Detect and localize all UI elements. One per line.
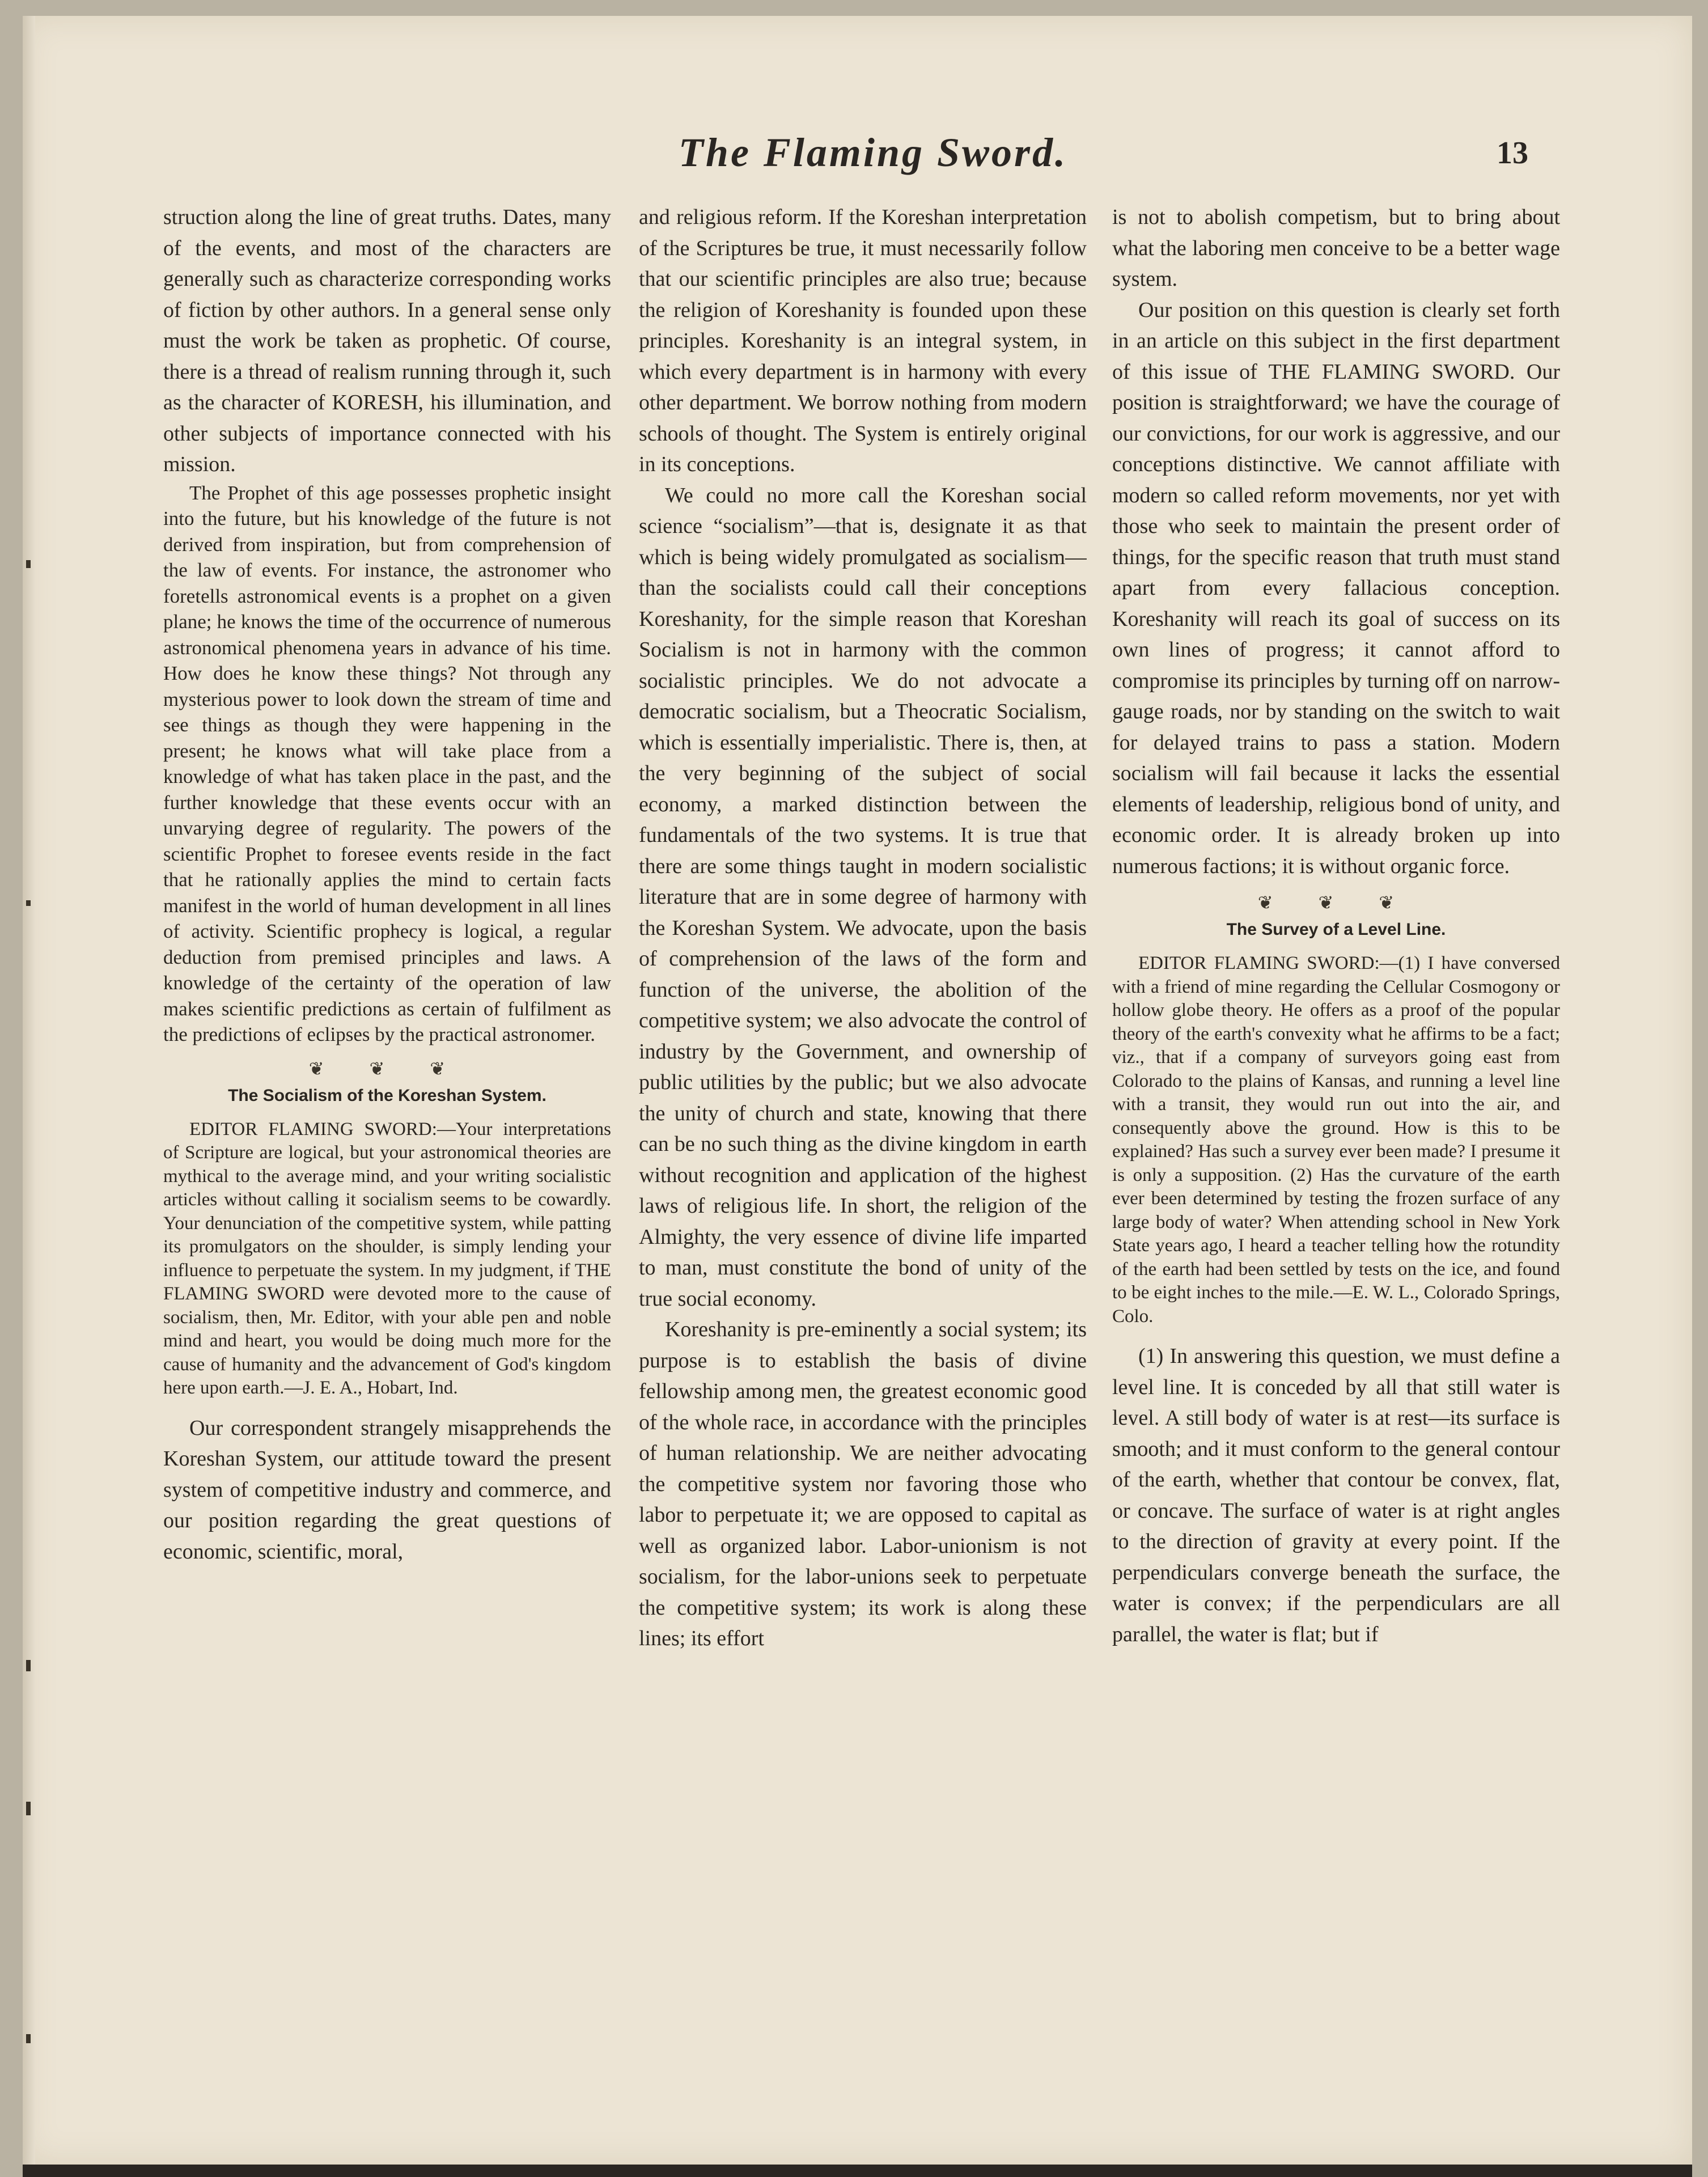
column-2 bbox=[639, 202, 1087, 2073]
ornament-divider: ❦ ❦ ❦ bbox=[308, 1058, 466, 1079]
paragraph: Our correspondent strangely misapprehends the Koreshan System, our attitude toward the present system of competitive industry and commerce, and our position regarding the great questions of economic, scientific, moral, bbox=[163, 1416, 611, 1564]
column-1 bbox=[163, 202, 611, 2073]
article-heading: The Survey of a Level Line. bbox=[1226, 920, 1446, 939]
binding-mark bbox=[26, 1660, 31, 1671]
paragraph: struction along the line of great truths. Dates, many of the events, and most of the characters are generally such as characterize corresponding works of fiction by other authors. In a general sense only must the work be taken as prophetic. Of course, there is a thread of realism running through it, such as the character of KORESH, his illumination, and other subjects of importance connected with his mission. bbox=[163, 205, 611, 476]
page-bottom-edge bbox=[23, 2165, 1692, 2177]
binding-mark bbox=[26, 900, 31, 906]
binding-mark bbox=[26, 1802, 31, 1815]
paragraph: and religious reform. If the Koreshan interpretation of the Scriptures be true, it must necessarily follow that our scientific principles are also true; because the religion of Koreshanity is founded upon these principles. Koreshanity is an integral system, in which every department is in harmony with every other department. We borrow nothing from modern schools of thought. The System is entirely original in its conceptions. bbox=[639, 205, 1087, 476]
letter-salutation: EDITOR FLAMING SWORD: bbox=[1138, 953, 1380, 973]
letter-salutation: EDITOR FLAMING SWORD: bbox=[189, 1119, 437, 1140]
letter-to-editor bbox=[1112, 952, 1560, 1328]
binding-mark bbox=[26, 2034, 31, 2043]
letter-body: —Your interpretations of Scripture are logical, but your astronomical theories are mythical to the average mind, and your writing socialistic articles without calling it socialism seems to be cowardly. Your denunciation of the competitive system, while patting its promulgators on the shoulder, is simply lending your influence to perpetuate the system. In my judgment, if THE FLAMING SWORD were devoted more to the cause of socialism, then, Mr. Editor, with your able pen and noble mind and heart, you would be doing much more for the cause of humanity and the advancement of God's kingdom here upon earth.—J. E. A., Hobart, Ind. bbox=[163, 1119, 611, 1398]
paragraph: is not to abolish competism, but to bring about what the laboring men conceive to be a better wage system. bbox=[1112, 205, 1560, 291]
binding-mark bbox=[26, 560, 31, 568]
paragraph: Koreshanity is pre-eminently a social system; its purpose is to establish the basis of divine fellowship among men, the greatest economic good of the whole race, in accordance with the principles of human relationship. We are neither advocating the competitive system nor favoring those who labor to perpetuate it; we are opposed to capital as well as organized labor. Labor-unionism is not socialism, for the labor-unions seek to perpetuate the competitive system; its work is along these lines; its effort bbox=[639, 1318, 1087, 1650]
page bbox=[23, 16, 1692, 2165]
paragraph: The Prophet of this age possesses prophetic insight into the future, but his knowledge of the future is not derived from inspiration, but from comprehension of the law of events. For instance, the astronomer who foretells astronomical events is a prophet on a given plane; he knows the time of the occurrence of numerous astronomical phenomena years in advance of his time. How does he know these things? Not through any mysterious power to look down the stream of time and see things as though they were happening in the present; he knows what will take place from a knowledge of what has taken place in the past, and the further knowledge that these events occur with an unvarying degree of regularity. The powers of the scientific Prophet to foresee events reside in the fact that he rationally applies the mind to certain facts manifest in the world of human development in all lines of activity. Scientific prophecy is logical, a regular deduction from premised principles and laws. A knowledge of the certainty of the operation of law makes scientific predictions as certain of fulfilment as the predictions of eclipses by the practical astronomer. bbox=[163, 481, 611, 1045]
paragraph: (1) In answering this question, we must define a level line. It is conceded by all that still water is level. A still body of water is at rest—its surface is smooth; and it must conform to the general contour of the earth, whether that contour be convex, flat, or concave. The surface of water is at right angles to the direction of gravity at every point. If the perpendiculars converge beneath the surface, the water is convex; if the perpendiculars are all parallel, the water is flat; but if bbox=[1112, 1344, 1560, 1646]
ornament-divider: ❦ ❦ ❦ bbox=[1257, 892, 1415, 913]
paragraph: We could no more call the Koreshan social science “socialism”—that is, designate it as that which is being widely promulgated as socialism—than the socialists could call their conceptions Koreshanity, for the simple reason that Koreshan Socialism is not in harmony with the common socialistic principles. We do not advocate a democratic socialism, but a Theocratic Socialism, which is essentially imperialistic. There is, then, at the very beginning of the subject of social economy, a marked distinction between the fundamentals of the two systems. It is true that there are some things taught in modern socialistic literature that are in some degree of harmony with the Koreshan System. We advocate, upon the basis of comprehension of the laws of the form and function of the universe, the abolition of the competitive system; we also advocate the control of industry by the Government, and ownership of public utilities by the public; but we also advocate the unity of church and state, knowing that there can be no such thing as the divine kingdom in earth without recognition and application of the highest laws of religious life. In short, the religion of the Almighty, the very essence of divine life imparted to man, must constitute the bond of unity of the true social economy. bbox=[639, 483, 1087, 1311]
binding-edge bbox=[23, 16, 35, 2165]
column-3 bbox=[1112, 202, 1560, 2073]
letter-to-editor bbox=[163, 1118, 611, 1400]
running-title: The Flaming Sword. bbox=[678, 130, 1068, 175]
page-header bbox=[23, 129, 1692, 180]
paragraph: Our position on this question is clearly set forth in an article on this subject in the first department of this issue of THE FLAMING SWORD. Our position is straightforward; we have the courage of our convictions, for our work is aggressive, and our conceptions distinctive. We cannot affiliate with modern so called reform movements, nor yet with those who seek to maintain the present order of things, for the specific reason that truth must stand apart from every fallacious conception. Koreshanity will reach its goal of success on its own lines of progress; it cannot afford to compromise its principles by turning off on narrow-gauge roads, nor by standing on the switch to wait for delayed trains to pass a station. Modern socialism will fail because it lacks the essential elements of leadership, religious bond of unity, and economic order. It is already broken up into numerous factions; it is without organic force. bbox=[1112, 298, 1560, 878]
article-heading: The Socialism of the Koreshan System. bbox=[228, 1086, 546, 1105]
page-number: 13 bbox=[1497, 135, 1528, 171]
letter-body: —(1) I have conversed with a friend of mine regarding the Cellular Cosmogony or hollow globe theory. He offers as a proof of the popular theory of the earth's convexity what he affirms to be a fact; viz., that if a company of surveyors going east from Colorado to the plains of Kansas, and running a level line with a transit, they would run out into the air, and consequently above the ground. How is this to be explained? Has such a survey ever been made? I presume it is only a supposition. (2) Has the curvature of the earth ever been determined by testing the frozen surface of any large body of water? When attending school in New York State years ago, I heard a teacher telling how the rotundity of the earth had been settled by tests on the ice, and found to be eight inches to the mile.—E. W. L., Colorado Springs, Colo. bbox=[1112, 953, 1560, 1327]
